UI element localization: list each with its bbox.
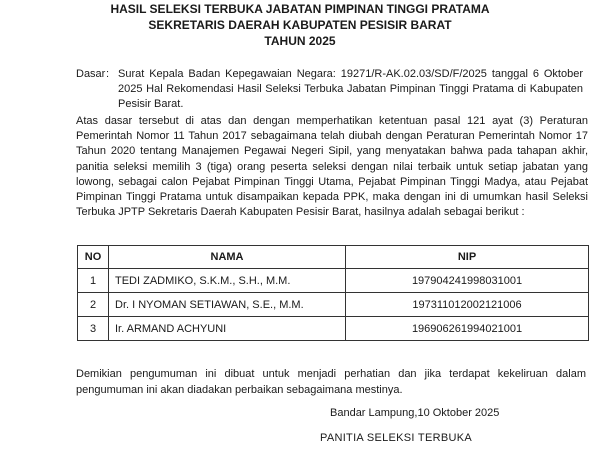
row-no: 2 [78,293,109,317]
row-nip: 196906261994021001 [346,317,589,341]
title-year: TAHUN 2025 [264,34,336,48]
row-name: Ir. ARMAND ACHYUNI [109,317,346,341]
signatory-title: PANITIA SELEKSI TERBUKA [320,432,472,444]
row-no: 1 [78,269,109,293]
header-name: NAMA [109,246,346,269]
body-paragraph: Atas dasar tersebut di atas dan dengan memperhatikan ketentuan pasal 121 ayat (3) Peraturan Pemerintah Nomor 11 Tahun 2017 sebagaimana telah diubah dengan Peraturan Pemerintah Nomor 17 Tahun 2020 tentang Manajemen Pegawai Negeri Sipil, yang menyatakan bahwa pada tahapan akhir, panitia seleksi memilih 3 (tiga) orang peserta seleksi dengan nilai terbaik untuk setiap jabatan yang lowong, sebagai calon Pejabat Pimpinan Tinggi Utama, Pejabat Pimpinan Tinggi Madya, atau Pejabat Pimpinan Tinggi Pratama untuk disampaikan kepada PPK, maka dengan ini di umumkan hasil Seleksi Terbuka JPTP Sekretaris Daerah Kabupaten Pesisir Barat, hasilnya adalah sebagai berikut : [76,115,588,219]
row-name: Dr. I NYOMAN SETIAWAN, S.E., M.M. [109,293,346,317]
title-line-1: HASIL SELEKSI TERBUKA JABATAN PIMPINAN TINGGI PRATAMA [110,2,490,16]
table-row [78,293,589,317]
basis-separator: : [106,68,110,80]
place-date: Bandar Lampung,10 Oktober 2025 [330,407,500,419]
table-row [78,269,589,293]
row-no: 3 [78,317,109,341]
basis-label: Dasar [76,68,106,80]
header-nip: NIP [346,246,589,269]
document-title [0,1,600,49]
row-name: TEDI ZADMIKO, S.K.M., S.H., M.M. [109,269,346,293]
row-nip: 197311012002121006 [346,293,589,317]
basis-text: Surat Kepala Badan Kepegawaian Negara: 19271/R-AK.02.03/SD/F/2025 tanggal 6 Oktober 2025 Hal Rekomendasi Hasil Seleksi Terbuka Jabatan Pimpinan Tinggi Pratama di Kabupaten Pesisir Barat. [118,68,583,110]
table-row [78,317,589,341]
row-nip: 197904241998031001 [346,269,589,293]
title-line-2: SEKRETARIS DAERAH KABUPATEN PESISIR BARAT [148,18,452,32]
selection-result-table [77,245,589,341]
closing-paragraph: Demikian pengumuman ini dibuat untuk menjadi perhatian dan jika terdapat kekeliruan dalam pengumuman ini akan diadakan perbaikan sebagaimana mestinya. [76,368,586,396]
table-header-row [78,246,589,269]
header-no: NO [78,246,109,269]
